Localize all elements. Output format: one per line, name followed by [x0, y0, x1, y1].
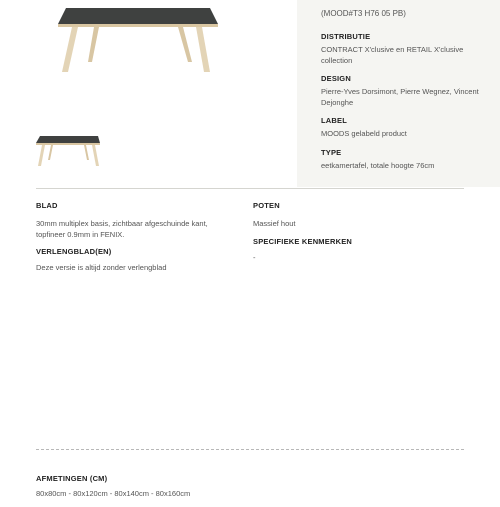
afmetingen-value: 80x80cm - 80x120cm - 80x140cm - 80x160cm — [36, 489, 191, 498]
spec-value-label: MOODS gelabeld product — [321, 129, 407, 138]
dining-table-photo — [50, 0, 230, 80]
spec-value-distributie: CONTRACT X'clusive en RETAIL X'clusive collection — [321, 45, 464, 65]
afmetingen-label: AFMETINGEN (CM) — [36, 474, 108, 483]
kenmerken-label: SPECIFIEKE KENMERKEN — [253, 236, 353, 246]
kenmerken-value: - — [253, 252, 256, 262]
poten-value: Massief hout — [253, 219, 296, 228]
spec-label-label: LABEL — [321, 116, 347, 125]
spec-panel — [297, 0, 500, 187]
spec-value-type: eetkamertafel, totale hoogte 76cm — [321, 160, 435, 170]
verlengblad-label: VERLENGBLAD(EN) — [36, 247, 112, 256]
section-divider — [36, 188, 464, 189]
spec-label-type: TYPE — [321, 147, 342, 157]
poten-label: POTEN — [253, 201, 280, 210]
spec-label-distributie: DISTRIBUTIE — [321, 32, 371, 41]
details-left — [36, 201, 236, 281]
dining-table-thumbnail[interactable] — [34, 130, 102, 172]
product-code: (MOOD#T3 H76 05 PB) — [321, 9, 406, 18]
spec-label-design: DESIGN — [321, 74, 351, 83]
dimensions-divider — [36, 449, 464, 450]
blad-value: 30mm multiplex basis, zichtbaar afgeschuinde kant, topfineer 0.9mm in FENIX. — [36, 219, 208, 239]
blad-label: BLAD — [36, 201, 58, 210]
verlengblad-value: Deze versie is altijd zonder verlengblad — [36, 263, 167, 272]
details-right — [253, 201, 453, 270]
spec-value-design: Pierre-Yves Dorsimont, Pierre Wegnez, Vincent Dejonghe — [321, 87, 479, 107]
dimensions-section — [36, 474, 336, 507]
